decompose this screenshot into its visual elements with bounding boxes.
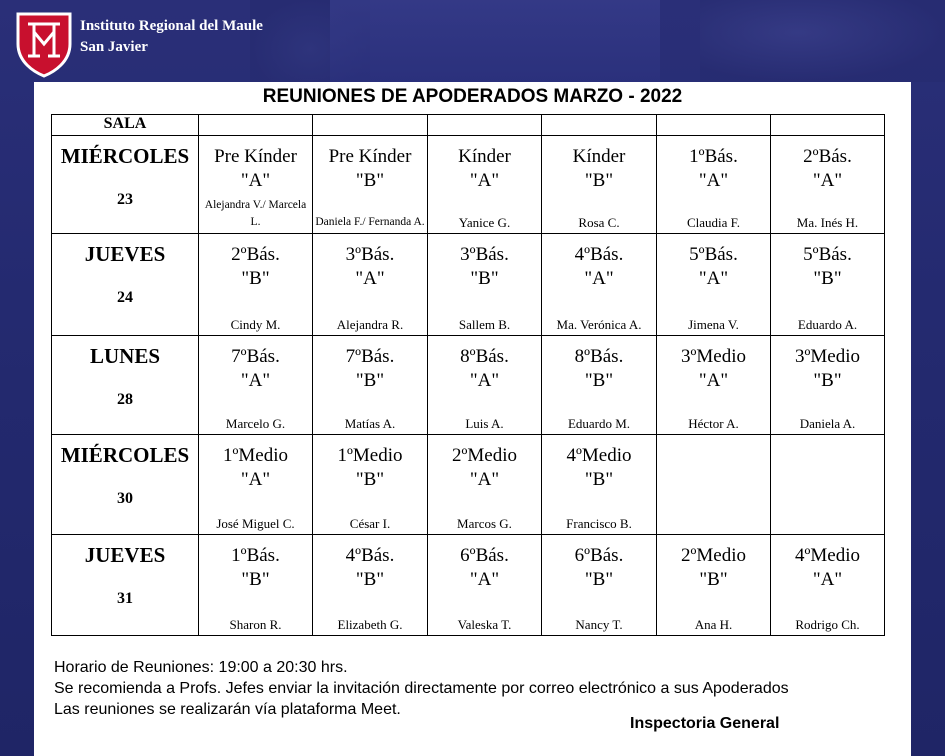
class-cell — [771, 136, 885, 234]
sala-header: SALA — [52, 115, 199, 136]
teacher-name: Ana H. — [694, 617, 733, 632]
section-label: "B" — [699, 569, 728, 590]
class-cell — [313, 535, 428, 636]
course-label: 1ºBás. — [231, 545, 280, 566]
teacher-name: Rosa C. — [578, 215, 620, 230]
class-cell — [313, 136, 428, 234]
table-row — [52, 136, 885, 234]
section-label: "A" — [240, 370, 271, 391]
day-name: JUEVES — [84, 543, 166, 567]
day-cell — [52, 234, 199, 336]
teacher-name: Daniela A. — [799, 416, 856, 431]
teacher-name: José Miguel C. — [216, 516, 295, 531]
teacher-name: Jimena V. — [688, 317, 739, 332]
course-label: Kínder — [458, 146, 511, 167]
course-label: 8ºBás. — [574, 346, 624, 367]
section-label: "B" — [584, 170, 614, 191]
course-label: 3ºMedio — [795, 346, 860, 367]
course-label: 6ºBás. — [574, 545, 624, 566]
course-label: 4ºBás. — [574, 244, 624, 265]
class-cell — [428, 435, 542, 535]
day-name: MIÉRCOLES — [60, 443, 190, 467]
course-label: 3ºBás. — [345, 244, 395, 265]
day-number: 31 — [117, 590, 133, 607]
course-label: 1ºMedio — [223, 445, 288, 466]
section-label: "A" — [469, 569, 500, 590]
section-label: "A" — [698, 170, 729, 191]
background-building — [330, 0, 660, 82]
course-label: Kínder — [572, 146, 626, 167]
class-cell — [313, 435, 428, 535]
teacher-name: Marcos G. — [457, 516, 512, 531]
table-row — [52, 535, 885, 636]
teacher-name: Marcelo G. — [225, 416, 286, 431]
day-number: 23 — [117, 191, 133, 208]
course-label: 4ºMedio — [566, 445, 632, 466]
class-cell — [199, 234, 313, 336]
class-cell — [542, 336, 657, 435]
day-number: 24 — [117, 289, 133, 306]
course-label: 5ºBás. — [689, 244, 738, 265]
class-cell — [199, 136, 313, 234]
class-cell — [428, 234, 542, 336]
day-cell — [52, 136, 199, 234]
invitation-note: Se recomienda a Profs. Jefes enviar la invitación directamente por correo electrónico a sus Apoderados — [54, 680, 789, 697]
class-cell — [542, 535, 657, 636]
class-cell — [771, 535, 885, 636]
teacher-name: Eduardo A. — [797, 317, 858, 332]
section-label: "B" — [241, 268, 270, 289]
teacher-name: Matías A. — [344, 416, 396, 431]
class-cell — [657, 535, 771, 636]
teacher-name: Claudia F. — [686, 215, 741, 230]
section-label: "A" — [584, 268, 614, 289]
class-cell — [542, 136, 657, 234]
day-name: JUEVES — [84, 242, 166, 266]
teacher-name: Yanice G. — [458, 215, 511, 230]
teacher-name: Rodrigo Ch. — [795, 617, 860, 632]
section-label: "B" — [584, 370, 614, 391]
section-label: "B" — [584, 469, 614, 490]
class-cell — [199, 535, 313, 636]
teacher-name: Sallem B. — [458, 317, 511, 332]
course-label: Pre Kínder — [214, 146, 297, 167]
section-label: "B" — [584, 569, 614, 590]
section-label: "A" — [698, 370, 729, 391]
section-label: "B" — [355, 569, 385, 590]
section-label: "B" — [470, 268, 499, 289]
table-row — [52, 234, 885, 336]
course-label: 7ºBás. — [345, 346, 395, 367]
course-label: Pre Kínder — [328, 146, 412, 167]
class-cell — [542, 234, 657, 336]
school-name: Instituto Regional del Maule — [80, 18, 263, 34]
day-name: LUNES — [89, 344, 161, 368]
class-cell — [657, 234, 771, 336]
school-header — [80, 16, 263, 58]
teacher-name: Elizabeth G. — [337, 617, 403, 632]
teacher-name: Héctor A. — [688, 416, 739, 431]
class-cell — [313, 336, 428, 435]
course-label: 5ºBás. — [803, 244, 852, 265]
course-label: 4ºMedio — [795, 545, 860, 566]
day-name: MIÉRCOLES — [60, 144, 190, 168]
section-label: "B" — [355, 370, 385, 391]
section-label: "A" — [469, 370, 500, 391]
course-label: 2ºMedio — [681, 545, 746, 566]
day-number: 28 — [117, 391, 133, 408]
teacher-name: Eduardo M. — [567, 416, 631, 431]
day-cell — [52, 336, 199, 435]
section-label: "A" — [469, 469, 500, 490]
course-label: 2ºMedio — [452, 445, 517, 466]
class-cell — [199, 435, 313, 535]
footer-notes — [54, 657, 789, 720]
teacher-name: Nancy T. — [575, 617, 623, 632]
teacher-name: Cindy M. — [230, 317, 281, 332]
course-label: 2ºBás. — [803, 146, 852, 167]
class-cell — [657, 136, 771, 234]
teacher-name: César I. — [349, 516, 391, 531]
schedule-sheet — [34, 82, 911, 756]
day-number: 30 — [117, 490, 133, 507]
class-cell — [428, 535, 542, 636]
background-trees-right — [700, 0, 945, 82]
course-label: 6ºBás. — [460, 545, 509, 566]
teacher-name: Luis A. — [465, 416, 504, 431]
course-label: 7ºBás. — [231, 346, 280, 367]
class-cell — [657, 435, 771, 535]
section-label: "A" — [698, 268, 729, 289]
section-label: "B" — [813, 268, 842, 289]
section-label: "B" — [355, 170, 385, 191]
section-label: "B" — [241, 569, 270, 590]
course-label: 1ºMedio — [337, 445, 403, 466]
class-cell — [771, 435, 885, 535]
class-cell — [428, 336, 542, 435]
page-title: REUNIONES DE APODERADOS MARZO - 2022 — [262, 86, 683, 107]
meeting-hours: Horario de Reuniones: 19:00 a 20:30 hrs. — [54, 659, 348, 676]
platform-note: Las reuniones se realizarán vía plataforma Meet. — [54, 701, 401, 718]
class-cell — [428, 136, 542, 234]
section-label: "A" — [355, 268, 385, 289]
course-label: 4ºBás. — [345, 545, 395, 566]
day-cell — [52, 435, 199, 535]
class-cell — [771, 234, 885, 336]
course-label: 3ºBás. — [460, 244, 509, 265]
schedule-table — [51, 114, 885, 636]
course-label: 2ºBás. — [231, 244, 280, 265]
section-label: "B" — [355, 469, 385, 490]
teacher-name: Alejandra V./ Marcela L. — [204, 199, 307, 228]
teacher-name: Daniela F./ Fernanda A. — [315, 216, 425, 228]
signature: Inspectoria General — [630, 715, 780, 732]
section-label: "A" — [469, 170, 500, 191]
course-label: 3ºMedio — [681, 346, 746, 367]
course-label: 1ºBás. — [689, 146, 738, 167]
teacher-name: Francisco B. — [566, 516, 632, 531]
section-label: "A" — [240, 469, 271, 490]
table-header-row — [52, 115, 885, 136]
class-cell — [313, 234, 428, 336]
section-label: "A" — [812, 170, 843, 191]
day-cell — [52, 535, 199, 636]
class-cell — [199, 336, 313, 435]
section-label: "A" — [240, 170, 271, 191]
school-city: San Javier — [80, 39, 148, 55]
course-label: 8ºBás. — [460, 346, 509, 367]
section-label: "A" — [812, 569, 843, 590]
teacher-name: Ma. Inés H. — [796, 215, 859, 230]
section-label: "B" — [813, 370, 842, 391]
table-row — [52, 435, 885, 535]
table-row — [52, 336, 885, 435]
class-cell — [542, 435, 657, 535]
teacher-name: Alejandra R. — [336, 317, 404, 332]
teacher-name: Sharon R. — [229, 617, 282, 632]
class-cell — [771, 336, 885, 435]
teacher-name: Valeska T. — [457, 617, 512, 632]
class-cell — [657, 336, 771, 435]
school-crest-icon — [14, 10, 74, 78]
teacher-name: Ma. Verónica A. — [556, 317, 642, 332]
